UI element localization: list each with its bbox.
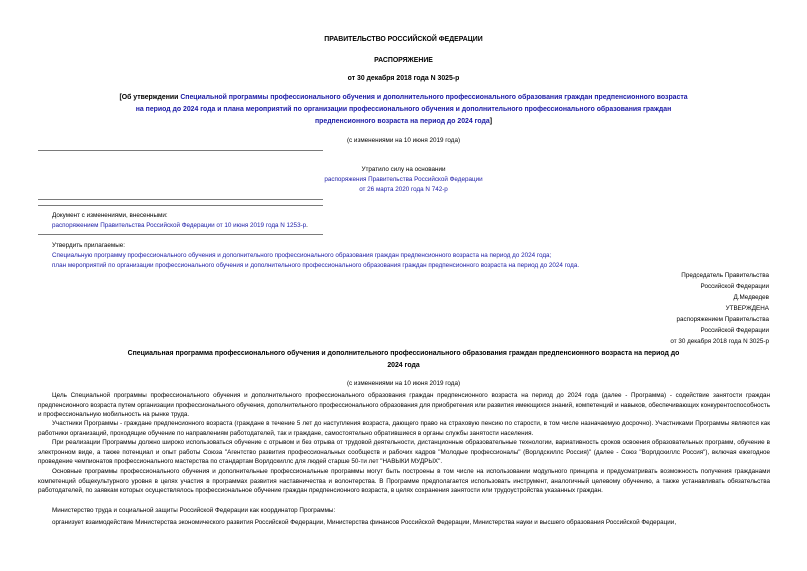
approve-label: Утвердить прилагаемые: (52, 242, 125, 249)
title-prefix: [Об утверждении (119, 94, 181, 101)
signature-title: Председатель Правительства (681, 272, 769, 279)
lost-force-date-link[interactable]: от 26 марта 2020 года N 742-р (359, 186, 448, 193)
approve-item-plan[interactable]: план мероприятий по организации профессионального обучения и дополнительного профессионального образования граждан предпенсионного возраста на период до 2024 года. (52, 262, 580, 269)
divider (38, 234, 323, 235)
approved-by: распоряжением Правительства (676, 316, 769, 323)
paragraph-programs: Основные программы профессионального обучения и дополнительные профессиональные программы могут быть построены в том числе на использовании модульного принципа и предусматривать возможность получения гражданами компетенций общекультурного уровня в целях участия в программах развития наставничества и волонтерства. В Программе предполагается использовать инструмент, аналогичный целевому обучению, а также устанавливать обязательства работодателей, по заявкам которых осуществлялось профессиональное обучение граждан предпенсионного возраста, в целях сохранения занятости или трудоустройства указанных граждан. (38, 468, 770, 495)
paragraph-coordinator: Министерство труда и социальной защиты Российской Федерации как координатор Программы: (52, 507, 336, 514)
signature-org: Российской Федерации (700, 283, 769, 290)
document-title-line-1 (0, 94, 807, 101)
paragraph-goal: Цель Специальной программы профессионального обучения и дополнительного профессионального образования граждан предпенсионного возраста на период до 2024 года (далее - Программа) - содействие занятости граждан предпенсионного возраста путем организации профессионального обучения, дополнительного профессионального образования для приобретения или развития имеющихся знаний, компетенций и навыков, обеспечивающих конкурентоспособность и профессиональную мобильность на рынке труда. (38, 392, 770, 419)
amended-suffix: . (306, 222, 308, 229)
divider (38, 150, 323, 151)
approved-stamp: УТВЕРЖДЕНА (725, 305, 769, 312)
amended-link[interactable]: распоряжением Правительства Российской Федерации от 10 июня 2019 года N 1253-р (52, 222, 307, 229)
approve-item-program[interactable]: Специальную программу профессионального обучения и дополнительного профессионального образования граждан предпенсионного возраста на период до 2024 года; (52, 252, 552, 259)
title-link-end[interactable]: предпенсионного возраста на период до 2024 года (314, 118, 490, 125)
program-title-line-1: Специальная программа профессионального обучения и дополнительного профессионального образования граждан предпенсионного возраста на период до (127, 350, 680, 357)
program-changes-note: (с изменениями на 10 июня 2019 года) (346, 380, 461, 387)
divider (38, 205, 323, 206)
divider (38, 199, 323, 200)
title-suffix: ] (489, 118, 493, 125)
document-type-heading: РАСПОРЯЖЕНИЕ (374, 57, 433, 64)
lost-force-line-1: Утратило силу на основании (361, 166, 446, 173)
signature-name: Д.Медведев (733, 294, 769, 301)
paragraph-methods: При реализации Программы должно широко использоваться обучение с отрывом и без отрыва от трудовой деятельности, дистанционные образовательные технологии, вариативность сроков освоения образовательных программ, обучение в электронном виде, а также потенциал и опыт работы Союза "Агентство развития профессиональных сообществ и рабочих кадров "Молодые профессионалы" (Ворлдскиллс Россия)" (далее - Союз "Ворлдскиллс Россия"), включая ежегодное проведение чемпионатов профессионального мастерства по стандартам Ворлдскиллс для людей старше 50-ти лет "НАВЫКИ МУДРЫХ". (38, 439, 770, 466)
approved-org: Российской Федерации (700, 327, 769, 334)
document-title-line-2[interactable]: на период до 2024 года и плана мероприятий по организации профессионального обучения и дополнительного профессионального образования граждан (135, 106, 672, 113)
paragraph-interaction: организует взаимодействие Министерства экономического развития Российской Федерации, Министерства финансов Российской Федерации, Министерства науки и высшего образования Российской Федерации, (52, 519, 677, 526)
changes-note: (с изменениями на 10 июня 2019 года) (346, 137, 461, 144)
lost-force-link[interactable]: распоряжения Правительства Российской Федерации (324, 176, 483, 183)
paragraph-participants: Участники Программы - граждане предпенсионного возраста (граждане в течение 5 лет до наступления возраста, дающего право на страховую пенсию по старости, в том числе назначаемую досрочно). Участниками Программы являются как работники организаций, проходящие обучение по направлениям работодателей, так и граждане, самостоятельно обратившиеся в органы службы занятости населения. (38, 420, 770, 437)
document-date: от 30 декабря 2018 года N 3025-р (347, 75, 460, 82)
program-title-line-2: 2024 года (387, 362, 420, 369)
approved-date: от 30 декабря 2018 года N 3025-р (670, 338, 769, 345)
amended-line (52, 222, 308, 229)
title-link[interactable]: Специальной программы профессионального обучения и дополнительного профессионального образования граждан предпенсионного возраста (180, 94, 688, 101)
document-title-line-3 (0, 118, 807, 125)
amended-label: Документ с изменениями, внесенными: (52, 212, 168, 219)
government-heading: ПРАВИТЕЛЬСТВО РОССИЙСКОЙ ФЕДЕРАЦИИ (324, 36, 483, 43)
